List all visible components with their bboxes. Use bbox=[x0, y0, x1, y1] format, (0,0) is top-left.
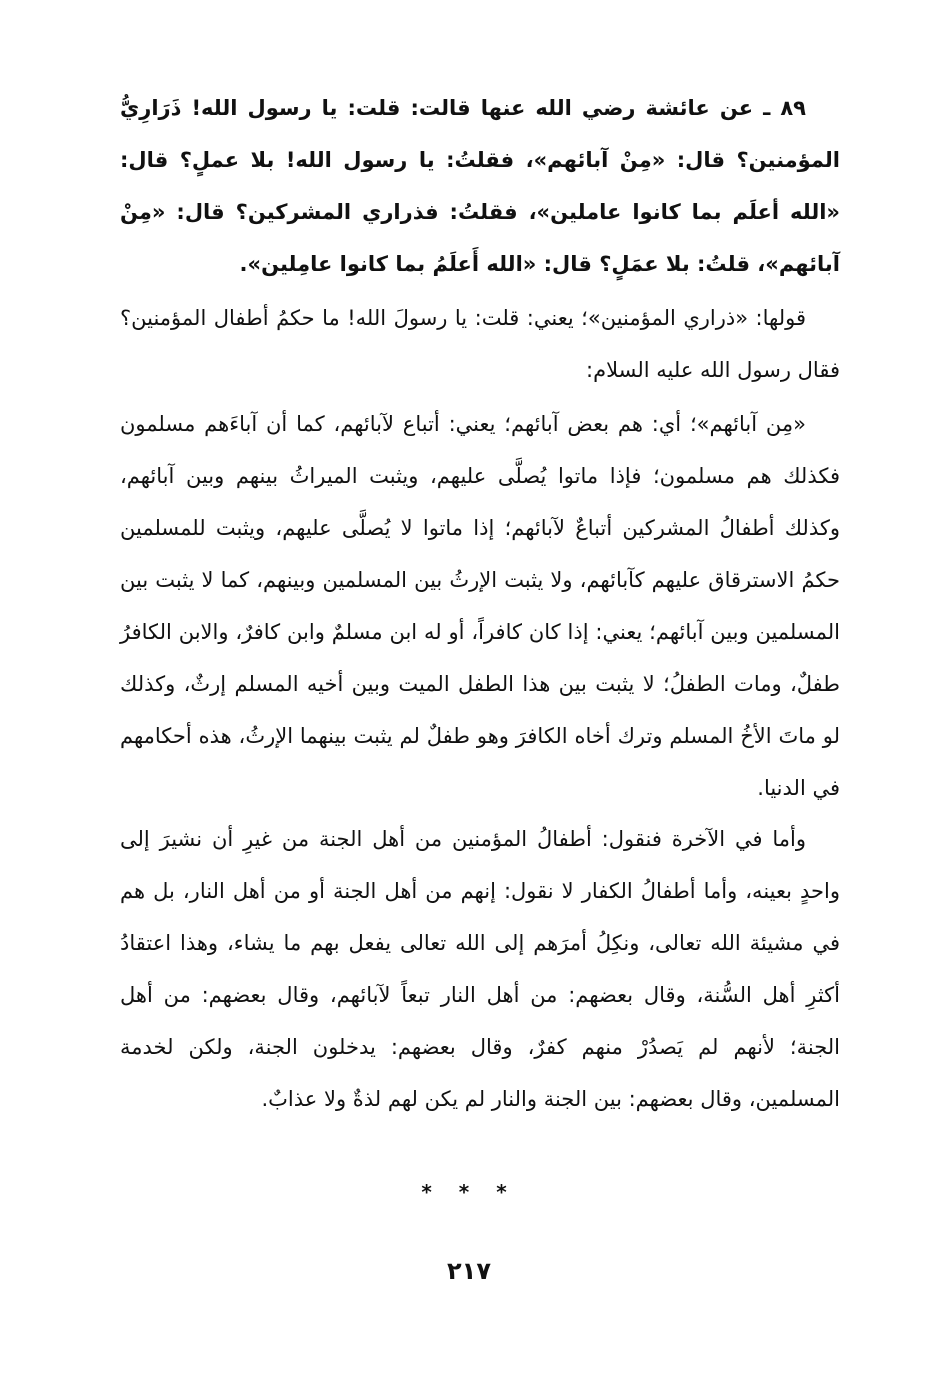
commentary-text-2: «مِن آبائهم»؛ أي: هم بعض آبائهم؛ يعني: أتباع لآبائهم، كما أن آباءَهم مسلمون فكذلك هم مسلمون؛ فإذا ماتوا يُصلَّى عليهم، ويثبت الميراثُ بينهم وبين آبائهم، وكذلك أطفالُ المشركين أتباعٌ لآبائهم؛ إذا ماتوا لا يُصلَّى عليهم، ويثبت للمسلمين حكمُ الاسترقاق عليهم كآبائهم، ولا يثبت الإرثُ بين المسلمين وبينهم، كما لا يثبت بين المسلمين وبين آبائهم؛ يعني: إذا كان كافراً، أو له ابن مسلمٌ وابن كافرٌ، والابن الكافرُ طفلٌ، ومات الطفلُ؛ لا يثبت بين هذا الطفل الميت وبين أخيه المسلم إرثٌ، وكذلك لو ماتَ الأخُ المسلم وترك أخاه الكافرَ وهو طفلٌ لم يثبت بينهما الإرثُ، هذه أحكامهم في الدنيا. bbox=[120, 412, 840, 800]
commentary-paragraph-1 bbox=[120, 292, 840, 396]
commentary-paragraph-3 bbox=[120, 813, 840, 1125]
page-number: ٢١٧ bbox=[447, 1257, 491, 1285]
section-divider-stars: * * * bbox=[421, 1180, 517, 1204]
commentary-paragraph-2 bbox=[120, 398, 840, 814]
commentary-text-1: قولها: «ذراري المؤمنين»؛ يعني: قلت: يا رسولَ الله! ما حكمُ أطفال المؤمنين؟ فقال رسول الله عليه السلام: bbox=[120, 306, 840, 382]
commentary-text-3: وأما في الآخرة فنقول: أطفالُ المؤمنين من أهل الجنة من غيرِ أن نشيرَ إلى واحدٍ بعينه، وأما أطفالُ الكفار لا نقول: إنهم من أهل الجنة أو من أهل النار، بل هم في مشيئة الله تعالى، ونكِلُ أمرَهم إلى الله تعالى يفعل بهم ما يشاء، وهذا اعتقادُ أكثرِ أهل السُّنة، وقال بعضهم: من أهل النار تبعاً لآبائهم، وقال بعضهم: من أهل الجنة؛ لأنهم لم يَصدُرْ منهم كفرٌ، وقال بعضهم: يدخلون الجنة، ولكن لخدمة المسلمين، وقال بعضهم: بين الجنة والنار لم يكن لهم لذةٌ ولا عذابٌ. bbox=[120, 827, 840, 1111]
hadith-paragraph: ٨٩ ـ عن عائشة رضي الله عنها قالت: قلت: يا رسول الله! ذَرَارِيُّ المؤمنين؟ قال: «مِنْ آبائهم»، فقلتُ: يا رسول الله! بلا عملٍ؟ قال: «الله أعلَم بما كانوا عاملين»، فقلتُ: فذراري المشركين؟ قال: «مِنْ آبائهم»، قلتُ: بلا عمَلٍ؟ قال: «الله أَعلَمُ بما كانوا عامِلين». bbox=[120, 96, 840, 276]
hadith-89-text bbox=[120, 82, 840, 290]
